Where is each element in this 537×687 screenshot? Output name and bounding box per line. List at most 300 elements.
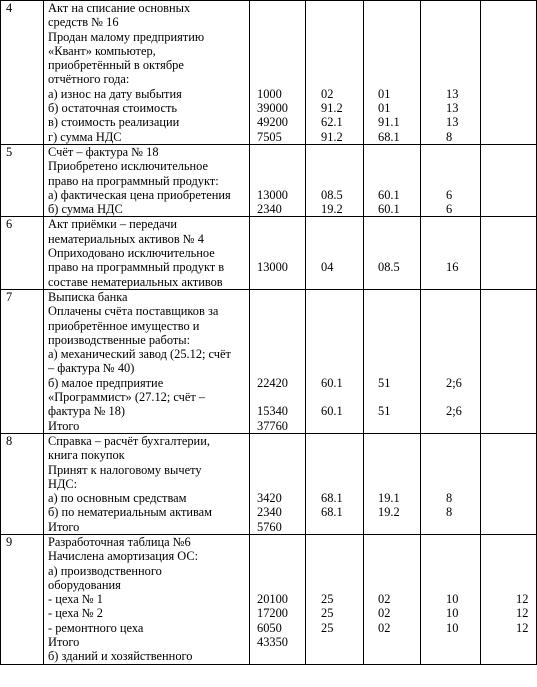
description-line: приобретённое имущество и: [48, 318, 200, 333]
description-line: «Квант» компьютер,: [48, 43, 156, 58]
amount-cell: [250, 434, 305, 448]
operation-ref-column: [421, 433, 481, 534]
table-row: [1, 534, 537, 664]
debit-account-column: [306, 289, 364, 433]
credit-account-cell: 51: [378, 375, 391, 390]
operation-ref-cell: [421, 72, 480, 86]
operation-ref-column: [421, 534, 481, 664]
credit-account-cell: 19.2: [378, 505, 400, 520]
debit-account-cell: 08.5: [321, 187, 343, 202]
debit-account-column: [306, 217, 364, 289]
amount-cell: [250, 44, 305, 58]
operation-ref-cell: [421, 463, 480, 477]
debit-account-cell: [306, 44, 363, 58]
operation-ref-cell: 8: [446, 129, 453, 144]
credit-account-cell: 02: [378, 620, 391, 635]
credit-account-column: [364, 289, 421, 433]
description-line: Принят к налоговому вычету: [48, 462, 202, 477]
amount-cell: 15340: [257, 404, 288, 419]
debit-account-cell: [306, 635, 363, 649]
extra-ref-cell: [481, 217, 536, 231]
credit-account-cell: [364, 44, 420, 58]
extra-ref-cell: [481, 361, 536, 375]
debit-account-column: [306, 1, 364, 145]
entry-description: [44, 289, 250, 433]
amount-cell: [250, 30, 305, 44]
amount-cell: 7505: [257, 129, 282, 144]
extra-ref-column: [481, 144, 537, 216]
entry-number: 5: [1, 144, 44, 216]
amount-cell: [250, 174, 305, 188]
debit-account-cell: [306, 304, 363, 318]
credit-account-cell: [364, 1, 420, 15]
debit-account-cell: [306, 564, 363, 578]
extra-ref-cell: [481, 549, 536, 563]
credit-account-cell: [364, 361, 420, 375]
extra-ref-cell: [481, 15, 536, 29]
credit-account-cell: 01: [378, 101, 391, 116]
debit-account-cell: 68.1: [321, 491, 343, 506]
operation-ref-cell: [421, 448, 480, 462]
extra-ref-cell: [481, 649, 536, 663]
amount-cell: 6050: [257, 620, 282, 635]
operation-ref-cell: [421, 361, 480, 375]
description-line: право на программный продукт в: [48, 260, 225, 275]
amount-cell: 13000: [257, 260, 288, 275]
credit-account-column: [364, 1, 421, 145]
operation-ref-cell: [421, 304, 480, 318]
debit-account-cell: [306, 434, 363, 448]
amount-cell: [250, 477, 305, 491]
amount-column: [250, 433, 306, 534]
extra-ref-cell: 12: [516, 592, 529, 607]
credit-account-column: [364, 217, 421, 289]
debit-account-cell: 91.2: [321, 129, 343, 144]
description-line: в) стоимость реализации: [48, 115, 180, 130]
credit-account-cell: [364, 578, 420, 592]
debit-account-cell: [306, 390, 363, 404]
credit-account-cell: [364, 72, 420, 86]
amount-cell: [250, 58, 305, 72]
extra-ref-cell: [481, 115, 536, 129]
description-line: а) механический завод (25.12; счёт: [48, 347, 231, 362]
extra-ref-cell: [481, 477, 536, 491]
credit-account-cell: [364, 535, 420, 549]
description-line: составе нематериальных активов: [48, 274, 223, 289]
operation-ref-cell: [421, 15, 480, 29]
description-line: производственные работы:: [48, 332, 191, 347]
description-line: книга покупок: [48, 448, 125, 463]
description-line: Справка – расчёт бухгалтерии,: [48, 433, 210, 448]
credit-account-cell: [364, 390, 420, 404]
amount-cell: [250, 564, 305, 578]
description-line: «Программист» (27.12; счёт –: [48, 390, 206, 405]
operation-ref-cell: 10: [446, 606, 459, 621]
description-line: отчётного года:: [48, 72, 130, 87]
operation-ref-cell: 16: [446, 260, 459, 275]
credit-account-cell: 91.1: [378, 115, 400, 130]
operation-ref-cell: [421, 44, 480, 58]
credit-account-cell: 19.1: [378, 491, 400, 506]
credit-account-cell: [364, 174, 420, 188]
description-line: Итого: [48, 635, 80, 650]
debit-account-cell: 68.1: [321, 505, 343, 520]
credit-account-cell: [364, 319, 420, 333]
entry-number: 6: [1, 217, 44, 289]
table-row: [1, 1, 537, 145]
extra-ref-cell: [481, 1, 536, 15]
operation-ref-cell: [421, 347, 480, 361]
credit-account-cell: 02: [378, 606, 391, 621]
extra-ref-cell: [481, 376, 536, 390]
credit-account-cell: [364, 217, 420, 231]
description-line: Выписка банка: [48, 289, 128, 304]
extra-ref-column: [481, 217, 537, 289]
operation-ref-cell: 13: [446, 86, 459, 101]
description-line: НДС:: [48, 476, 78, 491]
description-line: Приобретено исключительное: [48, 159, 209, 174]
description-line: а) фактическая цена приобретения: [48, 187, 231, 202]
operation-ref-cell: [421, 649, 480, 663]
description-line: Счёт – фактура № 18: [48, 144, 159, 159]
debit-account-column: [306, 534, 364, 664]
debit-account-cell: [306, 159, 363, 173]
operation-ref-cell: [421, 246, 480, 260]
amount-cell: [250, 649, 305, 663]
extra-ref-column: [481, 1, 537, 145]
debit-account-cell: [306, 549, 363, 563]
extra-ref-cell: [481, 463, 536, 477]
operation-ref-cell: [421, 275, 480, 289]
description-line: право на программный продукт:: [48, 173, 219, 188]
extra-ref-cell: [481, 188, 536, 202]
extra-ref-cell: [481, 232, 536, 246]
extra-ref-cell: [481, 535, 536, 549]
credit-account-cell: [364, 232, 420, 246]
credit-account-column: [364, 534, 421, 664]
operation-ref-column: [421, 144, 481, 216]
credit-account-cell: [364, 463, 420, 477]
amount-cell: [250, 333, 305, 347]
operation-ref-cell: [421, 333, 480, 347]
debit-account-cell: [306, 217, 363, 231]
operation-ref-cell: [421, 635, 480, 649]
credit-account-cell: [364, 58, 420, 72]
operation-ref-cell: [421, 1, 480, 15]
debit-account-cell: [306, 419, 363, 433]
credit-account-cell: [364, 434, 420, 448]
credit-account-cell: [364, 333, 420, 347]
amount-cell: 17200: [257, 606, 288, 621]
extra-ref-cell: [481, 290, 536, 304]
operation-ref-cell: 6: [446, 202, 453, 217]
description-line: Оприходовано исключительное: [48, 246, 215, 261]
credit-account-cell: [364, 477, 420, 491]
credit-account-cell: [364, 30, 420, 44]
credit-account-cell: 08.5: [378, 260, 400, 275]
operation-ref-cell: [421, 159, 480, 173]
extra-ref-cell: [481, 319, 536, 333]
extra-ref-cell: [481, 304, 536, 318]
debit-account-cell: [306, 448, 363, 462]
extra-ref-cell: [481, 30, 536, 44]
credit-account-cell: [364, 564, 420, 578]
operation-ref-cell: [421, 549, 480, 563]
credit-account-cell: [364, 159, 420, 173]
description-line: г) сумма НДС: [48, 129, 122, 144]
description-line: а) по основным средствам: [48, 491, 187, 506]
operation-ref-cell: [421, 174, 480, 188]
credit-account-cell: 60.1: [378, 187, 400, 202]
operation-ref-cell: [421, 520, 480, 534]
amount-cell: 2340: [257, 505, 282, 520]
extra-ref-cell: [481, 333, 536, 347]
description-line: - цеха № 1: [48, 592, 103, 607]
extra-ref-cell: [481, 202, 536, 216]
entry-description: [44, 1, 250, 145]
extra-ref-cell: [481, 578, 536, 592]
extra-ref-cell: [481, 159, 536, 173]
extra-ref-cell: [481, 448, 536, 462]
credit-account-cell: 01: [378, 86, 391, 101]
amount-cell: 2340: [257, 202, 282, 217]
operation-ref-cell: [421, 232, 480, 246]
description-line: Начислена амортизация ОС:: [48, 549, 199, 564]
extra-ref-cell: [481, 246, 536, 260]
debit-account-cell: [306, 58, 363, 72]
amount-cell: [250, 347, 305, 361]
amount-cell: 22420: [257, 375, 288, 390]
operation-ref-column: [421, 217, 481, 289]
debit-account-cell: [306, 275, 363, 289]
description-line: фактура № 18): [48, 404, 126, 419]
credit-account-cell: [364, 649, 420, 663]
extra-ref-cell: [481, 145, 536, 159]
debit-account-cell: [306, 477, 363, 491]
amount-cell: [250, 463, 305, 477]
amount-cell: [250, 232, 305, 246]
operation-ref-cell: [421, 564, 480, 578]
description-line: б) зданий и хозяйственного: [48, 649, 193, 664]
table-row: [1, 144, 537, 216]
amount-column: [250, 289, 306, 433]
debit-account-cell: 60.1: [321, 404, 343, 419]
extra-ref-cell: [481, 101, 536, 115]
amount-cell: [250, 535, 305, 549]
debit-account-cell: 62.1: [321, 115, 343, 130]
extra-ref-cell: [481, 44, 536, 58]
extra-ref-cell: [481, 520, 536, 534]
extra-ref-column: [481, 433, 537, 534]
amount-cell: 13000: [257, 187, 288, 202]
extra-ref-column: [481, 534, 537, 664]
entry-number: 7: [1, 289, 44, 433]
amount-cell: [250, 549, 305, 563]
debit-account-cell: [306, 347, 363, 361]
table-row: [1, 217, 537, 289]
extra-ref-cell: [481, 635, 536, 649]
amount-cell: [250, 217, 305, 231]
debit-account-cell: [306, 463, 363, 477]
amount-cell: [250, 361, 305, 375]
amount-cell: [250, 578, 305, 592]
debit-account-cell: [306, 535, 363, 549]
operation-ref-cell: [421, 290, 480, 304]
description-line: а) производственного: [48, 563, 162, 578]
debit-account-cell: 60.1: [321, 375, 343, 390]
extra-ref-cell: [481, 58, 536, 72]
amount-cell: 43350: [257, 635, 288, 650]
operation-ref-cell: [421, 319, 480, 333]
amount-cell: [250, 15, 305, 29]
description-line: Итого: [48, 519, 80, 534]
amount-column: [250, 1, 306, 145]
debit-account-cell: [306, 649, 363, 663]
entry-number: 4: [1, 1, 44, 145]
amount-cell: [250, 390, 305, 404]
credit-account-cell: [364, 419, 420, 433]
debit-account-cell: 02: [321, 86, 334, 101]
debit-account-cell: [306, 30, 363, 44]
operation-ref-cell: 2;6: [446, 404, 462, 419]
operation-ref-cell: [421, 145, 480, 159]
description-line: а) износ на дату выбытия: [48, 86, 182, 101]
debit-account-cell: 25: [321, 606, 334, 621]
credit-account-cell: [364, 520, 420, 534]
debit-account-cell: 19.2: [321, 202, 343, 217]
amount-column: [250, 217, 306, 289]
extra-ref-cell: [481, 174, 536, 188]
entry-description: [44, 217, 250, 289]
operation-ref-cell: 8: [446, 491, 453, 506]
amount-cell: [250, 145, 305, 159]
amount-cell: [250, 319, 305, 333]
description-line: б) малое предприятие: [48, 375, 164, 390]
amount-cell: [250, 290, 305, 304]
extra-ref-cell: [481, 87, 536, 101]
operation-ref-cell: 13: [446, 115, 459, 130]
debit-account-cell: [306, 1, 363, 15]
debit-account-cell: 04: [321, 260, 334, 275]
extra-ref-cell: [481, 434, 536, 448]
amount-column: [250, 534, 306, 664]
journal-body: [1, 1, 537, 665]
operation-ref-cell: [421, 535, 480, 549]
debit-account-cell: [306, 15, 363, 29]
debit-account-column: [306, 433, 364, 534]
amount-cell: [250, 275, 305, 289]
debit-account-cell: [306, 290, 363, 304]
extra-ref-cell: [481, 260, 536, 274]
operation-ref-cell: [421, 30, 480, 44]
operation-ref-cell: 8: [446, 505, 453, 520]
extra-ref-column: [481, 289, 537, 433]
credit-account-cell: [364, 275, 420, 289]
description-line: Оплачены счёта поставщиков за: [48, 304, 219, 319]
credit-account-cell: 60.1: [378, 202, 400, 217]
amount-cell: 20100: [257, 592, 288, 607]
operation-ref-column: [421, 1, 481, 145]
credit-account-cell: [364, 15, 420, 29]
description-line: б) остаточная стоимость: [48, 101, 178, 116]
credit-account-column: [364, 433, 421, 534]
debit-account-cell: 25: [321, 620, 334, 635]
debit-account-column: [306, 144, 364, 216]
operation-ref-cell: 13: [446, 101, 459, 116]
operation-ref-cell: [421, 477, 480, 491]
credit-account-cell: 02: [378, 592, 391, 607]
debit-account-cell: [306, 319, 363, 333]
entry-number: 8: [1, 433, 44, 534]
amount-cell: 1000: [257, 86, 282, 101]
description-line: б) сумма НДС: [48, 202, 123, 217]
description-line: нематериальных активов № 4: [48, 231, 204, 246]
debit-account-cell: [306, 246, 363, 260]
amount-cell: [250, 72, 305, 86]
description-line: Продан малому предприятию: [48, 29, 205, 44]
extra-ref-cell: [481, 505, 536, 519]
credit-account-cell: [364, 304, 420, 318]
credit-account-cell: [364, 145, 420, 159]
operation-ref-cell: [421, 419, 480, 433]
entry-number: 9: [1, 534, 44, 664]
credit-account-cell: [364, 635, 420, 649]
credit-account-cell: [364, 549, 420, 563]
extra-ref-cell: [481, 419, 536, 433]
debit-account-cell: [306, 174, 363, 188]
description-line: - цеха № 2: [48, 606, 103, 621]
entry-description: [44, 534, 250, 664]
operation-ref-column: [421, 289, 481, 433]
extra-ref-cell: [481, 275, 536, 289]
operation-ref-cell: 10: [446, 592, 459, 607]
description-line: – фактура № 40): [48, 361, 135, 376]
operation-ref-cell: 10: [446, 620, 459, 635]
operation-ref-cell: [421, 58, 480, 72]
description-line: - ремонтного цеха: [48, 620, 144, 635]
amount-cell: 3420: [257, 491, 282, 506]
credit-account-cell: [364, 246, 420, 260]
extra-ref-cell: [481, 404, 536, 418]
table-row: [1, 433, 537, 534]
amount-cell: 37760: [257, 418, 288, 433]
amount-cell: 5760: [257, 519, 282, 534]
amount-cell: 49200: [257, 115, 288, 130]
credit-account-cell: [364, 448, 420, 462]
description-line: Итого: [48, 418, 80, 433]
entry-description: [44, 433, 250, 534]
extra-ref-cell: [481, 72, 536, 86]
extra-ref-cell: [481, 564, 536, 578]
extra-ref-cell: [481, 347, 536, 361]
amount-cell: [250, 159, 305, 173]
amount-cell: [250, 304, 305, 318]
extra-ref-cell: [481, 491, 536, 505]
entry-description: [44, 144, 250, 216]
debit-account-cell: 25: [321, 592, 334, 607]
credit-account-cell: 51: [378, 404, 391, 419]
description-line: б) по нематериальным активам: [48, 505, 213, 520]
operation-ref-cell: 2;6: [446, 375, 462, 390]
credit-account-column: [364, 144, 421, 216]
debit-account-cell: [306, 72, 363, 86]
extra-ref-cell: 12: [516, 620, 529, 635]
debit-account-cell: [306, 145, 363, 159]
operation-ref-cell: [421, 434, 480, 448]
debit-account-cell: 91.2: [321, 101, 343, 116]
operation-ref-cell: [421, 217, 480, 231]
credit-account-cell: [364, 290, 420, 304]
